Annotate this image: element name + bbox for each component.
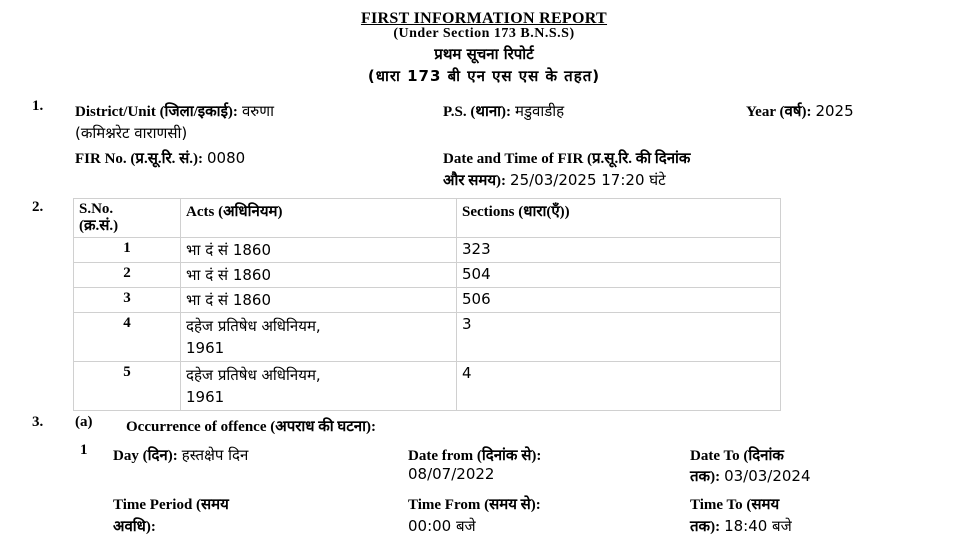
row-act-line2: 1961 (186, 339, 225, 357)
time-to-field (690, 516, 792, 536)
table-row (74, 238, 781, 263)
sno-header-hi: (क्र.सं.) (79, 218, 119, 234)
row-section: 3 (457, 313, 781, 362)
date-from-label: Date from (दिनांक से): (408, 448, 542, 464)
row-act-line1: दहेज प्रतिषेध अधिनियम, (186, 317, 321, 335)
district-value: वरुणा (241, 102, 274, 120)
fir-datetime-label-2: और समय): (443, 173, 507, 189)
table-row (74, 288, 781, 313)
date-to-label-2: तक): (690, 469, 721, 485)
time-from-value: 00:00 बजे (408, 517, 476, 535)
sno-header-en: S.No. (79, 201, 114, 217)
acts-sections-table (73, 198, 781, 411)
district-label: District/Unit (जिला/इकाई): (75, 104, 238, 120)
day-field (113, 445, 248, 465)
row-sno: 1 (74, 238, 181, 263)
section-2-number: 2. (32, 199, 44, 215)
time-period-label-2: अवधि): (113, 519, 156, 535)
section-3-number: 3. (32, 414, 44, 430)
time-to-value: 18:40 बजे (724, 517, 792, 535)
occurrence-heading: Occurrence of offence (अपराध की घटना): (126, 419, 376, 435)
day-label: Day (दिन): (113, 448, 178, 464)
row-act: भा दं सं 1860 (181, 288, 457, 313)
ps-value: मडुवाडीह (515, 102, 565, 120)
date-to-label: Date To (दिनांक (690, 448, 784, 464)
year-value: 2025 (815, 102, 854, 120)
row-sno: 2 (74, 263, 181, 288)
row-act-line1: दहेज प्रतिषेध अधिनियम, (186, 366, 321, 384)
table-row (74, 313, 781, 362)
date-to-value: 03/03/2024 (724, 467, 811, 485)
table-row (74, 263, 781, 288)
row-act: भा दं सं 1860 (181, 238, 457, 263)
row-act-line2: 1961 (186, 388, 225, 406)
date-to-field (690, 466, 811, 486)
time-from-label: Time From (समय से): (408, 497, 541, 513)
sno-header (74, 199, 181, 238)
occurrence-item-number: 1 (80, 442, 88, 458)
row-section: 506 (457, 288, 781, 313)
section-1-number: 1. (32, 98, 44, 114)
row-sno: 5 (74, 362, 181, 411)
report-title-hindi: प्रथम सूचना रिपोर्ट (434, 45, 534, 63)
row-sno: 4 (74, 313, 181, 362)
table-header-row (74, 199, 781, 238)
time-period-label: Time Period (समय (113, 497, 229, 513)
report-subtitle-hindi: (धारा 173 बी एन एस एस के तहत) (367, 67, 601, 85)
district-value-line2: (कमिश्नरेट वाराणसी) (75, 124, 188, 142)
time-to-label-2: तक): (690, 519, 721, 535)
year-label: Year (वर्ष): (746, 104, 812, 120)
date-from-value: 08/07/2022 (408, 465, 495, 483)
police-station-field (443, 101, 564, 121)
report-subtitle: (Under Section 173 B.N.S.S) (393, 26, 575, 41)
row-act: भा दं सं 1860 (181, 263, 457, 288)
table-row (74, 362, 781, 411)
row-act (181, 362, 457, 411)
section-3-sub: (a) (75, 414, 93, 430)
row-section: 323 (457, 238, 781, 263)
time-to-label: Time To (समय (690, 497, 780, 513)
district-field (75, 101, 274, 121)
report-title: FIRST INFORMATION REPORT (360, 10, 608, 27)
row-section: 504 (457, 263, 781, 288)
sections-header: Sections (धारा(एँ)) (457, 199, 781, 238)
row-act (181, 313, 457, 362)
day-value: हस्तक्षेप दिन (181, 446, 249, 464)
year-field (746, 101, 854, 121)
row-sno: 3 (74, 288, 181, 313)
fir-number-value: 0080 (207, 149, 246, 167)
acts-header: Acts (अधिनियम) (181, 199, 457, 238)
row-section: 4 (457, 362, 781, 411)
fir-datetime-label: Date and Time of FIR (प्र.सू.रि. की दिनांक (443, 151, 691, 167)
fir-number-field (75, 148, 245, 168)
fir-datetime-field (443, 170, 666, 190)
ps-label: P.S. (थाना): (443, 104, 512, 120)
fir-number-label: FIR No. (प्र.सू.रि. सं.): (75, 151, 203, 167)
fir-datetime-value: 25/03/2025 17:20 घंटे (510, 171, 666, 189)
